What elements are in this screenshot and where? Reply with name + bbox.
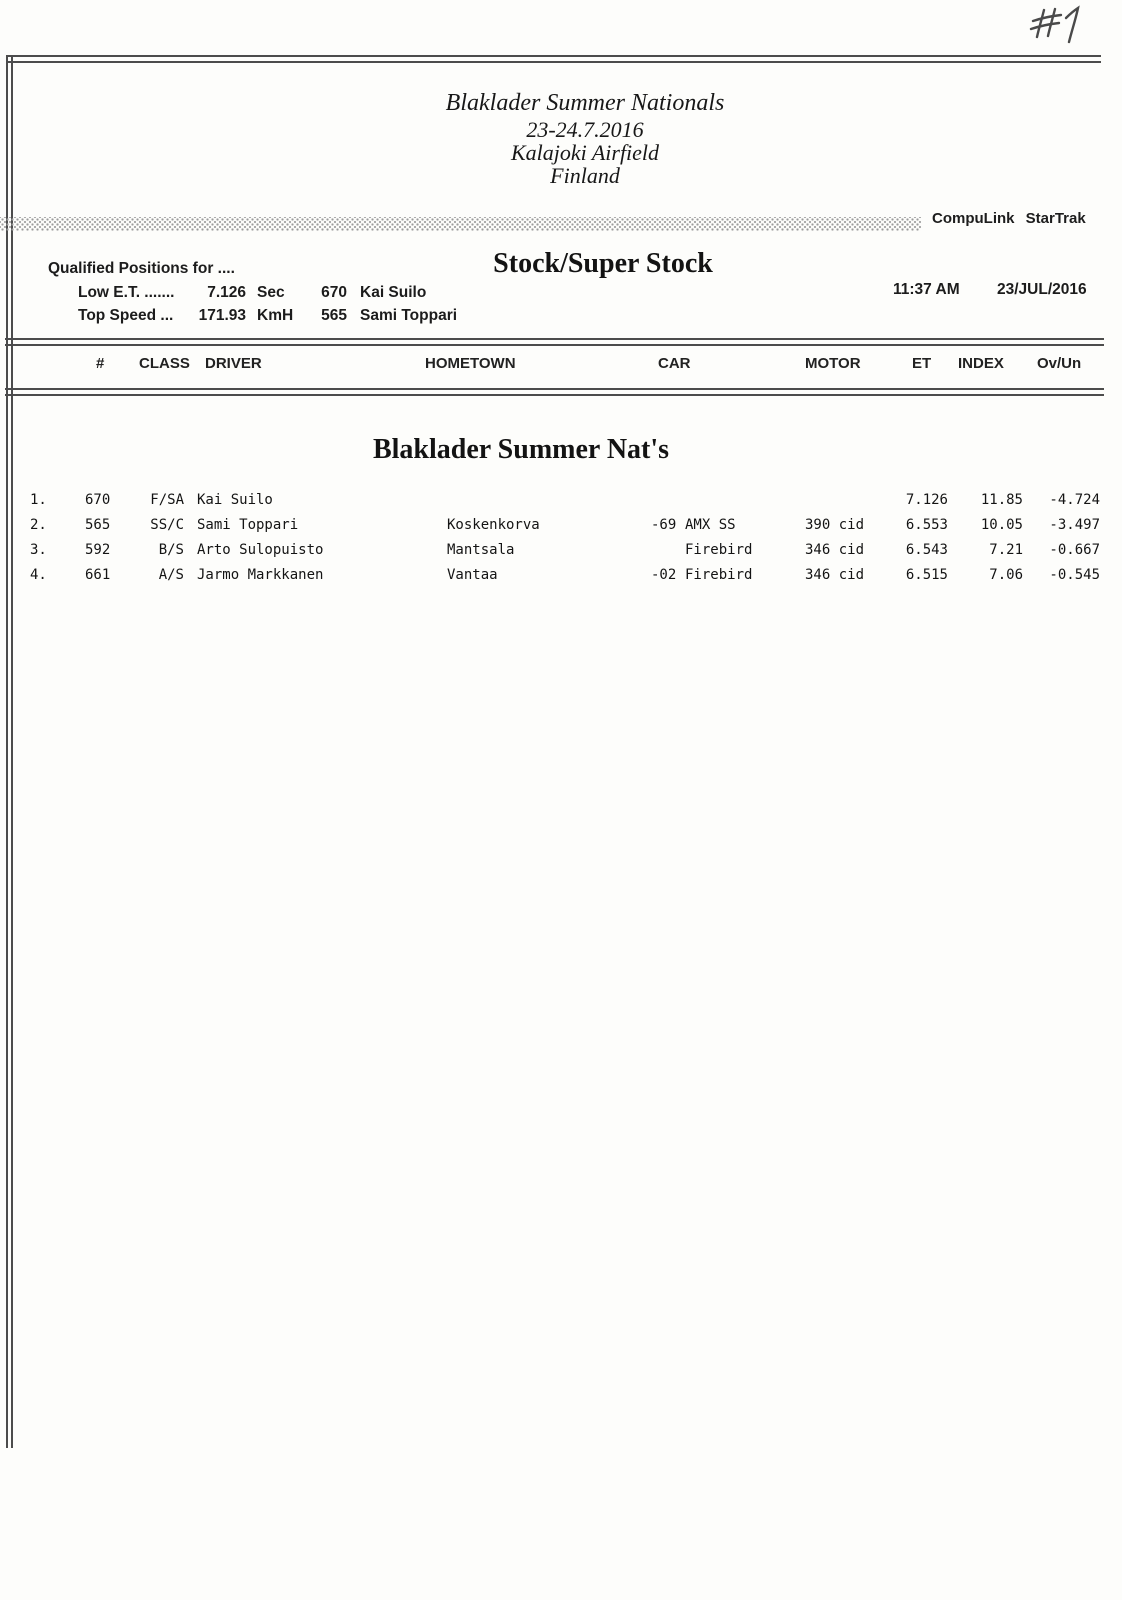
table-row [0, 492, 1122, 514]
cell-driver: Sami Toppari [197, 517, 299, 533]
cell-driver: Kai Suilo [197, 492, 273, 508]
class-category-title: Stock/Super Stock [493, 248, 713, 279]
cell-index: 11.85 [980, 492, 1023, 508]
cell-car-number: 565 [85, 517, 111, 533]
cell-hometown: Vantaa [447, 567, 498, 583]
col-header-ovun: Ov/Un [1037, 355, 1082, 372]
cell-position: 2. [30, 517, 47, 533]
low-et-label: Low E.T. ....... [78, 284, 175, 301]
cell-class: F/SA [150, 492, 184, 508]
cell-ovun: -0.545 [1049, 567, 1100, 583]
timing-system-brand: CompuLink StarTrak [932, 210, 1086, 227]
cell-ovun: -3.497 [1049, 517, 1100, 533]
cell-driver: Jarmo Markkanen [197, 567, 324, 583]
event-venue: Kalajoki Airfield [510, 140, 660, 165]
table-row [0, 517, 1122, 539]
col-header-class: CLASS [139, 355, 190, 372]
cell-car-number: 670 [85, 492, 111, 508]
table-row [0, 567, 1122, 589]
col-header-et: ET [912, 355, 932, 372]
top-speed-row [0, 307, 1122, 325]
table-header-row [0, 355, 1122, 375]
top-speed-label: Top Speed ... [78, 307, 174, 324]
cell-driver: Arto Sulopuisto [197, 542, 324, 558]
cell-hometown: Mantsala [447, 542, 515, 558]
col-header-index: INDEX [958, 355, 1004, 372]
col-header-driver: DRIVER [205, 355, 262, 372]
dotted-separator [0, 217, 921, 231]
col-header-hometown: HOMETOWN [425, 355, 516, 372]
cell-class: B/S [158, 542, 184, 558]
cell-car-number: 661 [85, 567, 111, 583]
cell-et: 6.515 [905, 567, 948, 583]
cell-class: SS/C [150, 517, 184, 533]
cell-motor: 346 cid [805, 567, 865, 583]
cell-et: 7.126 [905, 492, 948, 508]
event-dates: 23-24.7.2016 [526, 117, 644, 142]
top-speed-driver: Sami Toppari [360, 307, 458, 324]
top-border-rule [6, 55, 1101, 63]
cell-index: 7.21 [989, 542, 1023, 558]
top-speed-value: 171.93 [198, 307, 246, 324]
cell-car-model: AMX SS [685, 517, 736, 533]
qualified-positions-label: Qualified Positions for .... [48, 260, 235, 277]
cell-ovun: -4.724 [1049, 492, 1100, 508]
cell-motor: 390 cid [805, 517, 865, 533]
cell-car-year: -02 [651, 567, 677, 583]
low-et-driver: Kai Suilo [360, 284, 427, 301]
cell-ovun: -0.667 [1049, 542, 1100, 558]
low-et-value: 7.126 [207, 284, 246, 301]
cell-position: 1. [30, 492, 47, 508]
cell-et: 6.553 [905, 517, 948, 533]
cell-car-year: -69 [651, 517, 677, 533]
cell-class: A/S [158, 567, 184, 583]
cell-position: 3. [30, 542, 47, 558]
cell-index: 7.06 [989, 567, 1023, 583]
cell-motor: 346 cid [805, 542, 865, 558]
print-date: 23/JUL/2016 [997, 281, 1087, 298]
col-header-car: CAR [658, 355, 691, 372]
cell-index: 10.05 [980, 517, 1023, 533]
low-et-car-number: 670 [321, 284, 347, 301]
table-header-bottom-rule [5, 388, 1104, 396]
top-speed-unit: KmH [257, 307, 294, 324]
cell-car-number: 592 [85, 542, 111, 558]
low-et-unit: Sec [257, 284, 285, 301]
cell-car-model: Firebird [685, 567, 753, 583]
print-time: 11:37 AM [893, 281, 960, 298]
event-country: Finland [550, 163, 620, 188]
cell-car-model: Firebird [685, 542, 753, 558]
race-group-title: Blaklader Summer Nat's [372, 434, 670, 465]
table-header-top-rule [5, 338, 1104, 346]
cell-position: 4. [30, 567, 47, 583]
col-header-motor: MOTOR [805, 355, 861, 372]
handwritten-page-number-mark [1028, 4, 1090, 48]
cell-et: 6.543 [905, 542, 948, 558]
col-header-position: # [96, 355, 105, 372]
cell-hometown: Koskenkorva [447, 517, 540, 533]
table-row [0, 542, 1122, 564]
event-title: Blaklader Summer Nationals [445, 90, 725, 116]
top-speed-car-number: 565 [321, 307, 347, 324]
